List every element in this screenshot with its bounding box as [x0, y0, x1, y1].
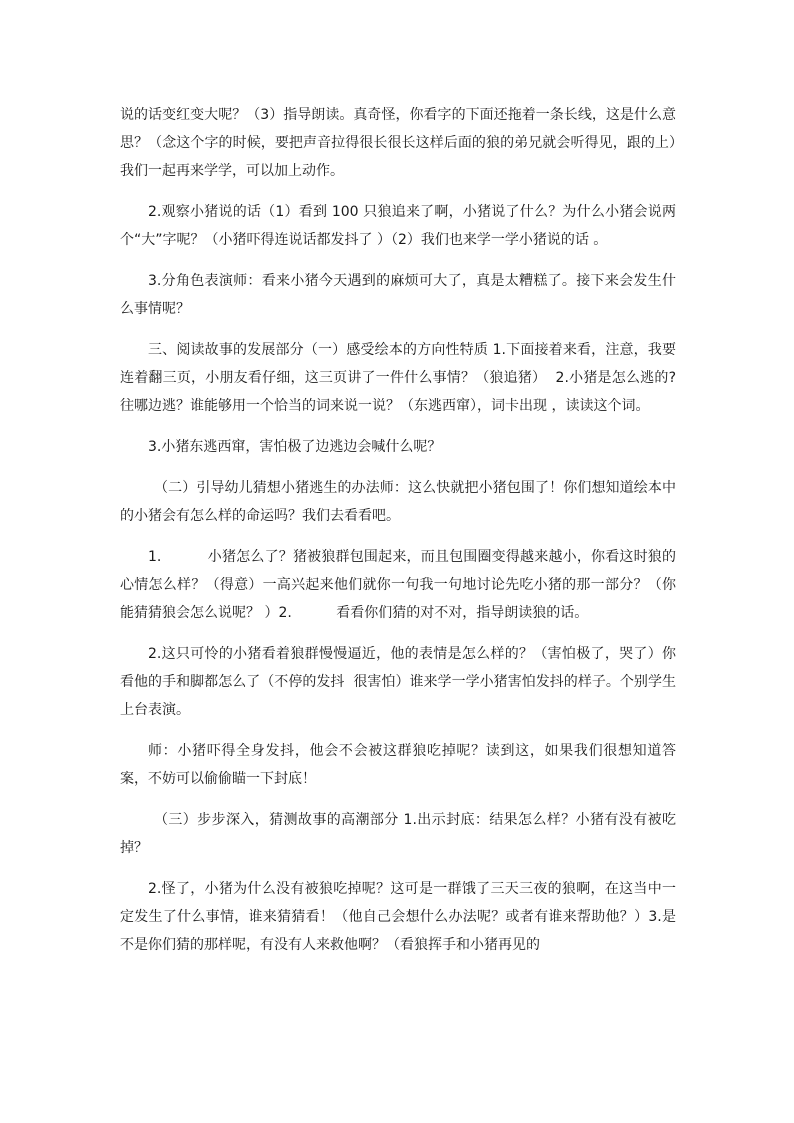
paragraph-11: 2.怪了，小猪为什么没有被狼吃掉呢？这可是一群饿了三天三夜的狼啊，在这当中一定发生了什么事情，谁来猜猜看！（他自己会想什么办法呢？或者有谁来帮助他？）3.是不是你们猜的那样呢，有没有人来救他啊？（看狼挥手和小猪再见的 [120, 881, 676, 953]
paragraph-6: （二）引导幼儿猜想小猪逃生的办法师：这么快就把小猪包围了！你们想知道绘本中的小猪会有怎么样的命运吗？我们去看看吧。 [120, 480, 676, 524]
document-body [120, 101, 676, 972]
paragraph-7: 1. 小猪怎么了？猪被狼群包围起来，而且包围圈变得越来越小，你看这时狼的心情怎么样？（得意）一高兴起来他们就你一句我一句地讨论先吃小猪的那一部分？（你能猜猜狼会怎么说呢？ ）2. 看看你们猜的对不对，指导朗读狼的话。 [120, 549, 676, 621]
paragraph-2: 2.观察小猪说的话（1）看到 100 只狼追来了啊，小猪说了什么？为什么小猪会说两个“大”字呢？（小猪吓得连说话都发抖了 ）（2）我们也来学一学小猪说的话 。 [120, 204, 676, 248]
paragraph-3: 3.分角色表演师：看来小猪今天遇到的麻烦可大了，真是太糟糕了。接下来会发生什么事情呢？ [120, 273, 676, 317]
paragraph-10: （三）步步深入，猜测故事的高潮部分 1.出示封底：结果怎么样？小猪有没有被吃掉？ [120, 812, 676, 856]
paragraph-5: 3.小猪东逃西窜，害怕极了边逃边会喊什么呢？ [148, 439, 442, 455]
paragraph-1: 说的话变红变大呢？（3）指导朗读。真奇怪，你看字的下面还拖着一条长线，这是什么意思？（念这个字的时候，要把声音拉得很长很长这样后面的狼的弟兄就会听得见，跟的上）我们一起再来学学，可以加上动作。 [120, 107, 676, 179]
paragraph-9: 师：小猪吓得全身发抖，他会不会被这群狼吃掉呢？读到这，如果我们很想知道答案，不妨可以偷偷瞄一下封底！ [120, 743, 676, 787]
paragraph-4: 三、阅读故事的发展部分（一）感受绘本的方向性特质 1.下面接着来看，注意，我要连着翻三页，小朋友看仔细，这三页讲了一件什么事情？（狼追猪） 2.小猪是怎么逃的?往哪边逃？谁能够用一个恰当的词来说一说？（东逃西窜），词卡出现 ，读读这个词。 [120, 342, 676, 414]
paragraph-8: 2.这只可怜的小猪看着狼群慢慢逼近，他的表情是怎么样的？（害怕极了，哭了）你看他的手和脚都怎么了（不停的发抖 很害怕）谁来学一学小猪害怕发抖的样子。个别学生上台表演。 [120, 646, 676, 718]
